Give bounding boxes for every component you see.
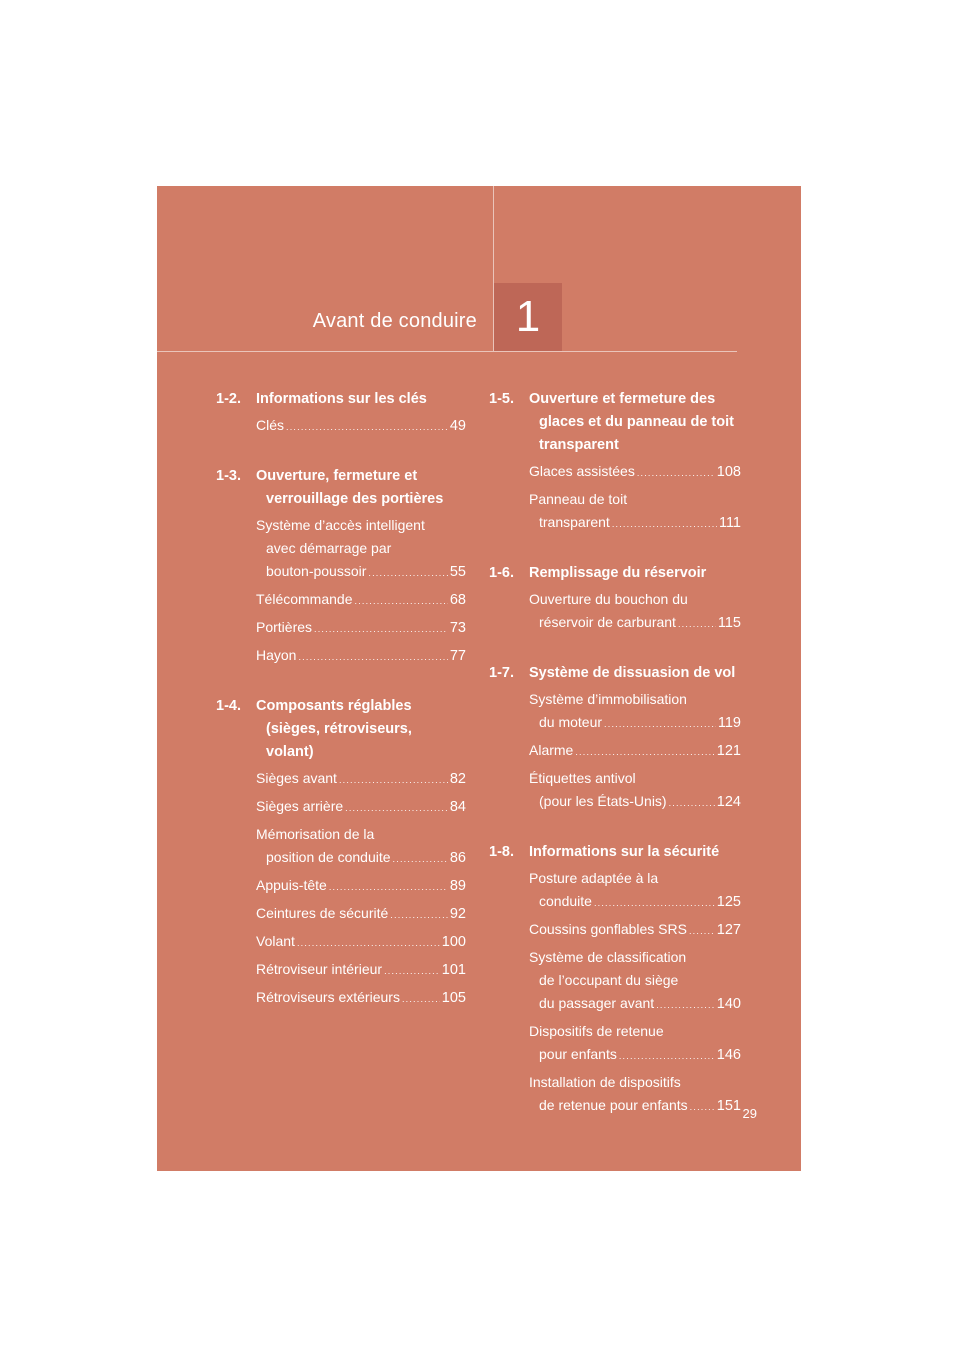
entry-line <box>256 414 466 439</box>
entry-line <box>529 1094 741 1119</box>
entry-line <box>529 867 741 890</box>
toc-entry[interactable] <box>256 588 466 613</box>
dot-leader <box>298 646 447 669</box>
dot-leader <box>286 416 448 439</box>
entry-page-number: 121 <box>716 743 741 759</box>
entry-line <box>529 711 741 736</box>
section-heading <box>216 465 466 511</box>
section-number: 1-3. <box>216 468 241 484</box>
entry-page-number: 100 <box>441 934 466 950</box>
section-heading <box>489 841 741 864</box>
section-title-line: (sièges, rétroviseurs, <box>266 721 412 737</box>
entry-line <box>256 537 466 560</box>
dot-leader <box>669 792 715 815</box>
toc-section <box>216 465 466 669</box>
dot-leader <box>314 618 448 641</box>
dot-leader <box>368 562 447 585</box>
toc-section <box>489 662 741 815</box>
entry-line <box>256 846 466 871</box>
entry-label: Alarme <box>529 742 574 758</box>
dot-leader <box>656 994 715 1017</box>
entry-page-number: 86 <box>449 850 466 866</box>
entry-label: Système d’accès intelligent <box>256 517 425 533</box>
section-title <box>529 662 741 685</box>
page-number: 29 <box>742 1106 757 1121</box>
entry-line <box>256 767 466 792</box>
dot-leader <box>355 590 448 613</box>
entry-line <box>256 560 466 585</box>
dot-leader <box>339 769 448 792</box>
entry-line <box>256 930 466 955</box>
section-title <box>529 841 741 864</box>
dot-leader <box>637 462 715 485</box>
entry-label: du moteur <box>539 714 603 730</box>
section-number: 1-7. <box>489 665 514 681</box>
entry-label: de l’occupant du siège <box>539 972 679 988</box>
entry-label: (pour les États-Unis) <box>539 793 667 809</box>
entry-label: Portières <box>256 619 313 635</box>
dot-leader <box>384 960 440 983</box>
toc-entry[interactable] <box>256 823 466 871</box>
dot-leader <box>390 904 448 927</box>
entry-page-number: 77 <box>449 648 466 664</box>
chapter-number: 1 <box>515 292 541 341</box>
entry-label: pour enfants <box>539 1046 617 1062</box>
section-number: 1-4. <box>216 698 241 714</box>
toc-entry[interactable] <box>529 1071 741 1119</box>
entry-label: Étiquettes antivol <box>529 770 636 786</box>
entry-line <box>256 902 466 927</box>
toc-entry[interactable] <box>256 874 466 899</box>
section-title-line: volant) <box>266 744 314 760</box>
entry-label: Ceintures de sécurité <box>256 905 389 921</box>
toc-entry[interactable] <box>529 588 741 636</box>
entry-line <box>529 1071 741 1094</box>
section-title-line: Ouverture, fermeture et <box>256 468 418 484</box>
entry-line <box>529 511 741 536</box>
entry-line <box>529 688 741 711</box>
entry-label: Dispositifs de retenue <box>529 1023 664 1039</box>
entry-line <box>529 992 741 1017</box>
chapter-title: Avant de conduire <box>312 310 477 332</box>
entry-page-number: 105 <box>441 990 466 1006</box>
dot-leader <box>297 932 440 955</box>
section-title-line: Informations sur la sécurité <box>529 844 720 860</box>
entry-line <box>256 986 466 1011</box>
entry-line <box>256 616 466 641</box>
entry-label: Coussins gonflables SRS <box>529 921 687 937</box>
entry-line <box>529 739 741 764</box>
toc-entry[interactable] <box>529 1020 741 1068</box>
section-title <box>256 388 466 411</box>
entry-label: Rétroviseur intérieur <box>256 961 383 977</box>
toc-entry[interactable] <box>256 958 466 983</box>
toc-section <box>216 695 466 1011</box>
section-number: 1-2. <box>216 391 241 407</box>
entry-line <box>256 795 466 820</box>
entry-page-number: 140 <box>716 996 741 1012</box>
entry-page-number: 84 <box>449 799 466 815</box>
entry-page-number: 115 <box>717 615 741 631</box>
section-title <box>256 695 466 764</box>
entry-page-number: 108 <box>716 464 741 480</box>
entry-label: Appuis-tête <box>256 877 327 893</box>
entry-line <box>529 1020 741 1043</box>
entry-page-number: 82 <box>449 771 466 787</box>
section-title-line: verrouillage des portières <box>266 491 444 507</box>
section-number: 1-6. <box>489 565 514 581</box>
section-title-line: Remplissage du réservoir <box>529 565 707 581</box>
entry-label: réservoir de carburant <box>539 614 676 630</box>
section-title-line: Informations sur les clés <box>256 391 427 407</box>
toc-entry[interactable] <box>256 644 466 669</box>
entry-page-number: 151 <box>716 1098 741 1114</box>
toc-section <box>489 388 741 536</box>
dot-leader <box>345 797 448 820</box>
entry-page-number: 124 <box>716 794 741 810</box>
entry-line <box>256 644 466 669</box>
toc-entry[interactable] <box>256 514 466 585</box>
dot-leader <box>329 876 448 899</box>
entry-line <box>529 460 741 485</box>
toc-entry[interactable] <box>256 986 466 1011</box>
entry-line <box>529 588 741 611</box>
dot-leader <box>402 988 440 1011</box>
entry-page-number: 111 <box>718 515 741 531</box>
section-heading <box>489 388 741 457</box>
toc-entry[interactable] <box>256 930 466 955</box>
entry-label: Volant <box>256 933 295 949</box>
section-heading <box>489 562 741 585</box>
entry-line <box>529 611 741 636</box>
entry-label: Sièges arrière <box>256 798 344 814</box>
toc-section <box>216 388 466 439</box>
entry-label: Système de classification <box>529 949 687 965</box>
entry-label: Clés <box>256 417 285 433</box>
toc-right-column <box>489 388 741 1145</box>
entry-label: position de conduite <box>266 849 391 865</box>
entry-line <box>529 488 741 511</box>
dot-leader <box>393 848 448 871</box>
section-title <box>256 465 466 511</box>
entry-label: Ouverture du bouchon du <box>529 591 688 607</box>
section-number: 1-8. <box>489 844 514 860</box>
dot-leader <box>690 1096 715 1119</box>
entry-label: de retenue pour enfants <box>539 1097 688 1113</box>
toc-entry[interactable] <box>529 739 741 764</box>
toc-entry[interactable] <box>529 946 741 1017</box>
toc-entry[interactable] <box>529 688 741 736</box>
section-title <box>529 388 741 457</box>
entry-label: conduite <box>539 893 592 909</box>
entry-line <box>256 588 466 613</box>
toc-section <box>489 562 741 636</box>
header-divider-horizontal <box>157 351 737 352</box>
toc-entry[interactable] <box>529 488 741 536</box>
entry-line <box>529 1043 741 1068</box>
dot-leader <box>594 892 715 915</box>
entry-page-number: 101 <box>441 962 466 978</box>
entry-line <box>529 767 741 790</box>
section-number: 1-5. <box>489 391 514 407</box>
entry-line <box>529 918 741 943</box>
entry-page-number: 125 <box>716 894 741 910</box>
toc-entry[interactable] <box>529 460 741 485</box>
entry-label: Rétroviseurs extérieurs <box>256 989 400 1005</box>
dot-leader <box>612 513 717 536</box>
section-title-line: Composants réglables <box>256 698 412 714</box>
chapter-number-box <box>494 283 562 351</box>
entry-label: Système d’immobilisation <box>529 691 687 707</box>
entry-label: bouton-poussoir <box>266 563 367 579</box>
toc-entry[interactable] <box>256 414 466 439</box>
section-heading <box>216 388 466 411</box>
entry-line <box>256 823 466 846</box>
section-title <box>529 562 741 585</box>
entry-page-number: 49 <box>449 418 466 434</box>
entry-page-number: 55 <box>449 564 466 580</box>
toc-entry[interactable] <box>529 918 741 943</box>
entry-label: transparent <box>539 514 610 530</box>
entry-page-number: 73 <box>449 620 466 636</box>
page <box>157 186 801 1171</box>
toc-entry[interactable] <box>256 795 466 820</box>
dot-leader <box>575 741 714 764</box>
entry-page-number: 146 <box>716 1047 741 1063</box>
section-title-line: Système de dissuasion de vol <box>529 665 736 681</box>
entry-line <box>529 890 741 915</box>
entry-page-number: 92 <box>449 906 466 922</box>
toc-entry[interactable] <box>529 767 741 815</box>
entry-label: Glaces assistées <box>529 463 635 479</box>
entry-line <box>256 874 466 899</box>
entry-line <box>529 946 741 969</box>
toc-left-column <box>216 388 466 1037</box>
toc-entry[interactable] <box>256 902 466 927</box>
toc-entry[interactable] <box>529 867 741 915</box>
toc-entry[interactable] <box>256 616 466 641</box>
entry-label: Télécommande <box>256 591 353 607</box>
entry-label: Hayon <box>256 647 297 663</box>
entry-label: Mémorisation de la <box>256 826 375 842</box>
entry-line <box>529 790 741 815</box>
dot-leader <box>689 920 715 943</box>
section-title-line: transparent <box>539 437 619 453</box>
entry-label: Posture adaptée à la <box>529 870 659 886</box>
entry-line <box>529 969 741 992</box>
toc-entry[interactable] <box>256 767 466 792</box>
entry-page-number: 68 <box>449 592 466 608</box>
entry-label: Panneau de toit <box>529 491 628 507</box>
dot-leader <box>604 713 716 736</box>
section-heading <box>489 662 741 685</box>
section-title-line: glaces et du panneau de toit <box>539 414 734 430</box>
section-heading <box>216 695 466 764</box>
toc-section <box>489 841 741 1119</box>
entry-label: Sièges avant <box>256 770 337 786</box>
entry-page-number: 127 <box>716 922 741 938</box>
dot-leader <box>678 613 716 636</box>
entry-label: Installation de dispositifs <box>529 1074 681 1090</box>
dot-leader <box>619 1045 715 1068</box>
section-title-line: Ouverture et fermeture des <box>529 391 716 407</box>
entry-page-number: 89 <box>449 878 466 894</box>
entry-label: du passager avant <box>539 995 655 1011</box>
entry-page-number: 119 <box>717 715 741 731</box>
entry-line <box>256 514 466 537</box>
entry-label: avec démarrage par <box>266 540 392 556</box>
entry-line <box>256 958 466 983</box>
